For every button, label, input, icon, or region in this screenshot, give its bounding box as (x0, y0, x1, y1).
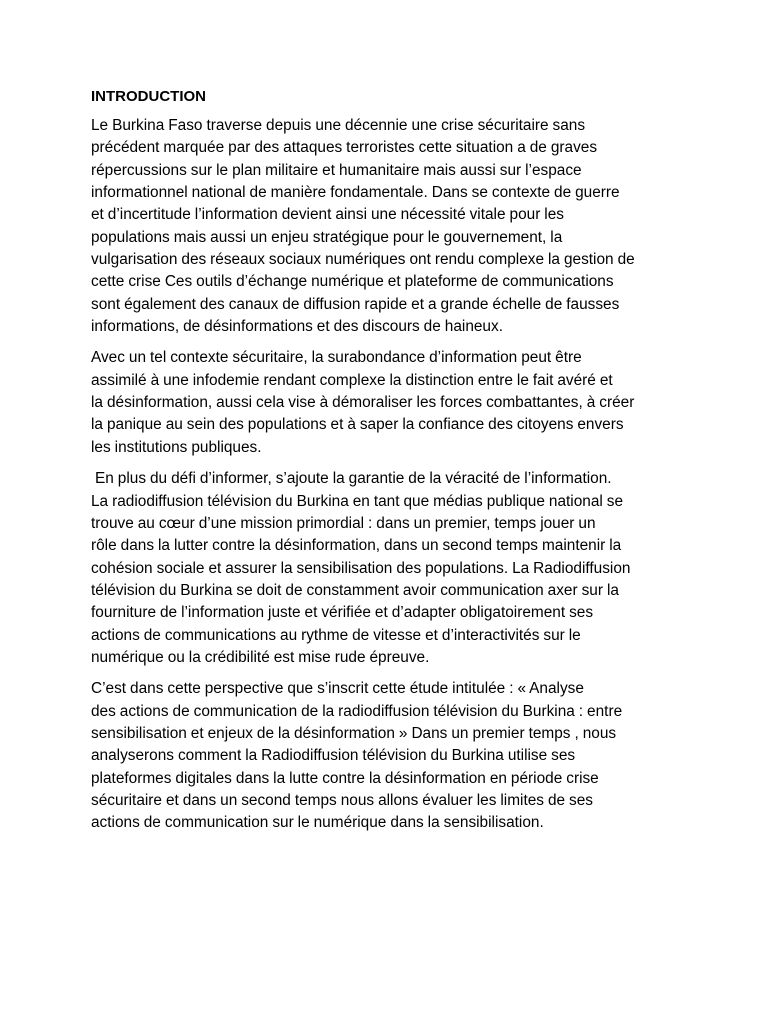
text-line: analyserons comment la Radiodiffusion télévision du Burkina utilise ses (91, 747, 576, 765)
section-heading: INTRODUCTION (91, 88, 206, 105)
text-line: plateformes digitales dans la lutte contre la désinformation en période crise (91, 769, 599, 787)
text-line: actions de communications au rythme de vitesse et d’interactivités sur le (91, 626, 581, 644)
text-line: les institutions publiques. (91, 438, 262, 456)
text-line: assimilé à une infodemie rendant complexe la distinction entre le fait avéré et (91, 371, 613, 389)
paragraph-3 (91, 468, 679, 669)
text-line: cohésion sociale et assurer la sensibilisation des populations. La Radiodiffusion (91, 559, 631, 577)
text-line: Le Burkina Faso traverse depuis une décennie une crise sécuritaire sans (91, 117, 586, 134)
text-line: sont également des canaux de diffusion rapide et a grande échelle de fausses (91, 295, 620, 313)
text-line: sécuritaire et dans un second temps nous allons évaluer les limites de ses (91, 791, 593, 809)
text-line: sensibilisation et enjeux de la désinformation » Dans un premier temps , nous (91, 724, 617, 742)
text-line: des actions de communication de la radiodiffusion télévision du Burkina : entre (91, 702, 623, 720)
text-line: rôle dans la lutter contre la désinformation, dans un second temps maintenir la (91, 537, 622, 555)
paragraph-1 (91, 115, 679, 338)
text-line: et d’incertitude l’information devient ainsi une nécessité vitale pour les (91, 206, 564, 224)
text-line: fourniture de l’information juste et vérifiée et d’adapter obligatoirement ses (91, 604, 594, 622)
text-line: En plus du défi d’informer, s’ajoute la garantie de la véracité de l’information. (91, 470, 612, 488)
text-line: vulgarisation des réseaux sociaux numériques ont rendu complexe la gestion de (91, 251, 635, 269)
text-line: actions de communication sur le numérique dans la sensibilisation. (91, 814, 544, 832)
text-line: Avec un tel contexte sécuritaire, la surabondance d’information peut être (91, 349, 582, 367)
text-line: la panique au sein des populations et à saper la confiance des citoyens envers (91, 416, 624, 434)
text-line: précédent marquée par des attaques terroristes cette situation a de graves (91, 139, 598, 157)
text-line: informationnel national de manière fondamentale. Dans se contexte de guerre (91, 184, 620, 202)
text-line: cette crise Ces outils d’échange numérique et plateforme de communications (91, 273, 614, 291)
paragraph-2 (91, 347, 679, 459)
text-line: répercussions sur le plan militaire et humanitaire mais aussi sur l’espace (91, 161, 582, 179)
text-line: La radiodiffusion télévision du Burkina en tant que médias publique national se (91, 492, 624, 510)
paragraph-4 (91, 678, 679, 834)
text-line: numérique ou la crédibilité est mise rude épreuve. (91, 648, 430, 666)
text-line: trouve au cœur d’une mission primordial : dans un premier, temps jouer un (91, 514, 596, 532)
text-line: télévision du Burkina se doit de constamment avoir communication axer sur la (91, 581, 619, 599)
text-line: C’est dans cette perspective que s’inscrit cette étude intitulée : « Analyse (91, 680, 584, 698)
text-line: la désinformation, aussi cela vise à démoraliser les forces combattantes, à créer (91, 394, 635, 412)
document-page (91, 86, 679, 844)
text-line: populations mais aussi un enjeu stratégique pour le gouvernement, la (91, 228, 563, 246)
text-line: informations, de désinformations et des discours de haineux. (91, 318, 503, 336)
